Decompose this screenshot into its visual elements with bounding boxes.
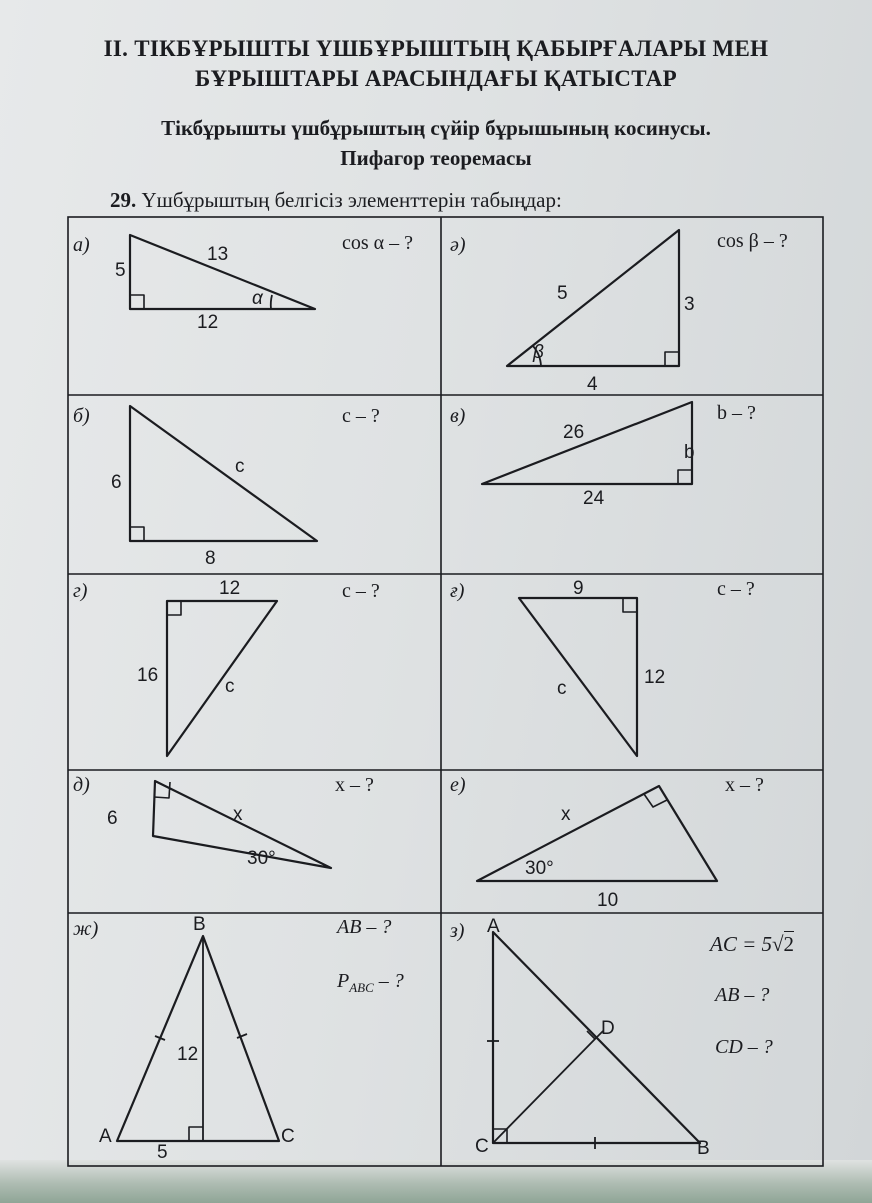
question-ab-z: AB – ?	[715, 984, 770, 1006]
unknown-x-d: x	[233, 804, 243, 825]
task-statement	[110, 188, 562, 213]
question-ae: cos β – ?	[717, 230, 788, 252]
leg-b-v: b	[684, 442, 695, 463]
angle-alpha: α	[252, 288, 263, 309]
side-12-g: 12	[219, 578, 241, 599]
side-9-gg: 9	[573, 578, 584, 599]
triangle-zh	[117, 936, 279, 1141]
topic-subtitle-line1: Тікбұрышты үшбұрыштың сүйір бұрышының косинусы.	[161, 116, 711, 140]
side-3-ae: 3	[684, 294, 695, 315]
vertex-a-zh: A	[99, 1126, 112, 1147]
side-5-a: 5	[115, 260, 126, 281]
hyp-c-b: c	[235, 456, 245, 477]
angle-30-d: 30°	[247, 848, 276, 869]
angle-beta: β	[533, 342, 544, 363]
height-12-zh: 12	[177, 1044, 199, 1065]
given-ac-prefix: AC = 5	[710, 932, 773, 956]
label-z: з)	[450, 920, 465, 942]
sqrt-sign: √	[772, 932, 784, 956]
grid-figures	[67, 216, 824, 1167]
topic-subtitle-line2: Пифагор теоремасы	[340, 146, 532, 170]
label-v: в)	[450, 405, 466, 427]
label-e: е)	[450, 774, 466, 796]
triangle-b	[130, 406, 317, 541]
vertex-c-z: C	[475, 1136, 489, 1157]
label-a: а)	[73, 234, 90, 256]
half-base-5-zh: 5	[157, 1142, 168, 1163]
triangle-gg	[519, 598, 637, 756]
question-v: b – ?	[717, 402, 756, 424]
side-8-b: 8	[205, 548, 216, 569]
label-zh: ж)	[73, 918, 99, 940]
question-gg: c – ?	[717, 578, 755, 600]
side-13-a: 13	[207, 244, 229, 265]
side-26-v: 26	[563, 422, 585, 443]
sqrt-radicand: 2	[783, 932, 795, 956]
side-4-ae: 4	[587, 374, 598, 395]
vertex-a-z: A	[487, 916, 500, 937]
side-6-d: 6	[107, 808, 118, 829]
section-title-line1: ІІ. ТІКБҰРЫШТЫ ҮШБҰРЫШТЫҢ ҚАБЫРҒАЛАРЫ МЕН	[103, 36, 769, 61]
hyp-c-g: c	[225, 676, 235, 697]
angle-30-e: 30°	[525, 858, 554, 879]
label-g: г)	[73, 580, 88, 602]
hyp-c-gg: c	[557, 678, 567, 699]
question-b: c – ?	[342, 405, 380, 427]
perimeter-symbol: P	[337, 970, 350, 992]
question-cd-z: CD – ?	[715, 1036, 773, 1058]
side-10-e: 10	[597, 890, 619, 911]
question-e: x – ?	[725, 774, 764, 796]
triangle-g	[167, 601, 277, 756]
side-5-ae: 5	[557, 283, 568, 304]
vertex-b-z: B	[697, 1138, 710, 1159]
question-d: x – ?	[335, 774, 374, 796]
side-12-gg: 12	[644, 667, 666, 688]
problem-grid	[67, 216, 824, 1167]
side-6-b: 6	[111, 472, 122, 493]
triangle-v	[482, 402, 692, 484]
triangle-e	[477, 786, 717, 881]
unknown-x-e: x	[561, 804, 571, 825]
question-a: cos α – ?	[342, 232, 414, 254]
task-number: 29.	[110, 188, 137, 212]
side-16-g: 16	[137, 665, 159, 686]
section-title-line2: БҰРЫШТАРЫ АРАСЫНДАҒЫ ҚАТЫСТАР	[195, 66, 677, 91]
label-b: б)	[73, 405, 90, 427]
side-12-a: 12	[197, 312, 219, 333]
vertex-c-zh: C	[281, 1126, 295, 1147]
label-d: д)	[73, 774, 90, 796]
label-gg: ғ)	[450, 580, 465, 602]
side-24-v: 24	[583, 488, 605, 509]
label-ae: ә)	[450, 234, 466, 256]
given-ac-z	[710, 932, 794, 957]
question-ab-zh: AB – ?	[337, 916, 392, 938]
question-g: c – ?	[342, 580, 380, 602]
task-text: Үшбұрыштың белгісіз элементтерін табыңдар:	[141, 188, 562, 212]
question-perimeter-zh	[337, 970, 404, 996]
vertex-d-z: D	[601, 1018, 615, 1039]
perimeter-subscript: ABC	[349, 980, 374, 995]
vertex-b-zh: B	[193, 914, 206, 935]
perimeter-question-tail: – ?	[373, 970, 404, 992]
